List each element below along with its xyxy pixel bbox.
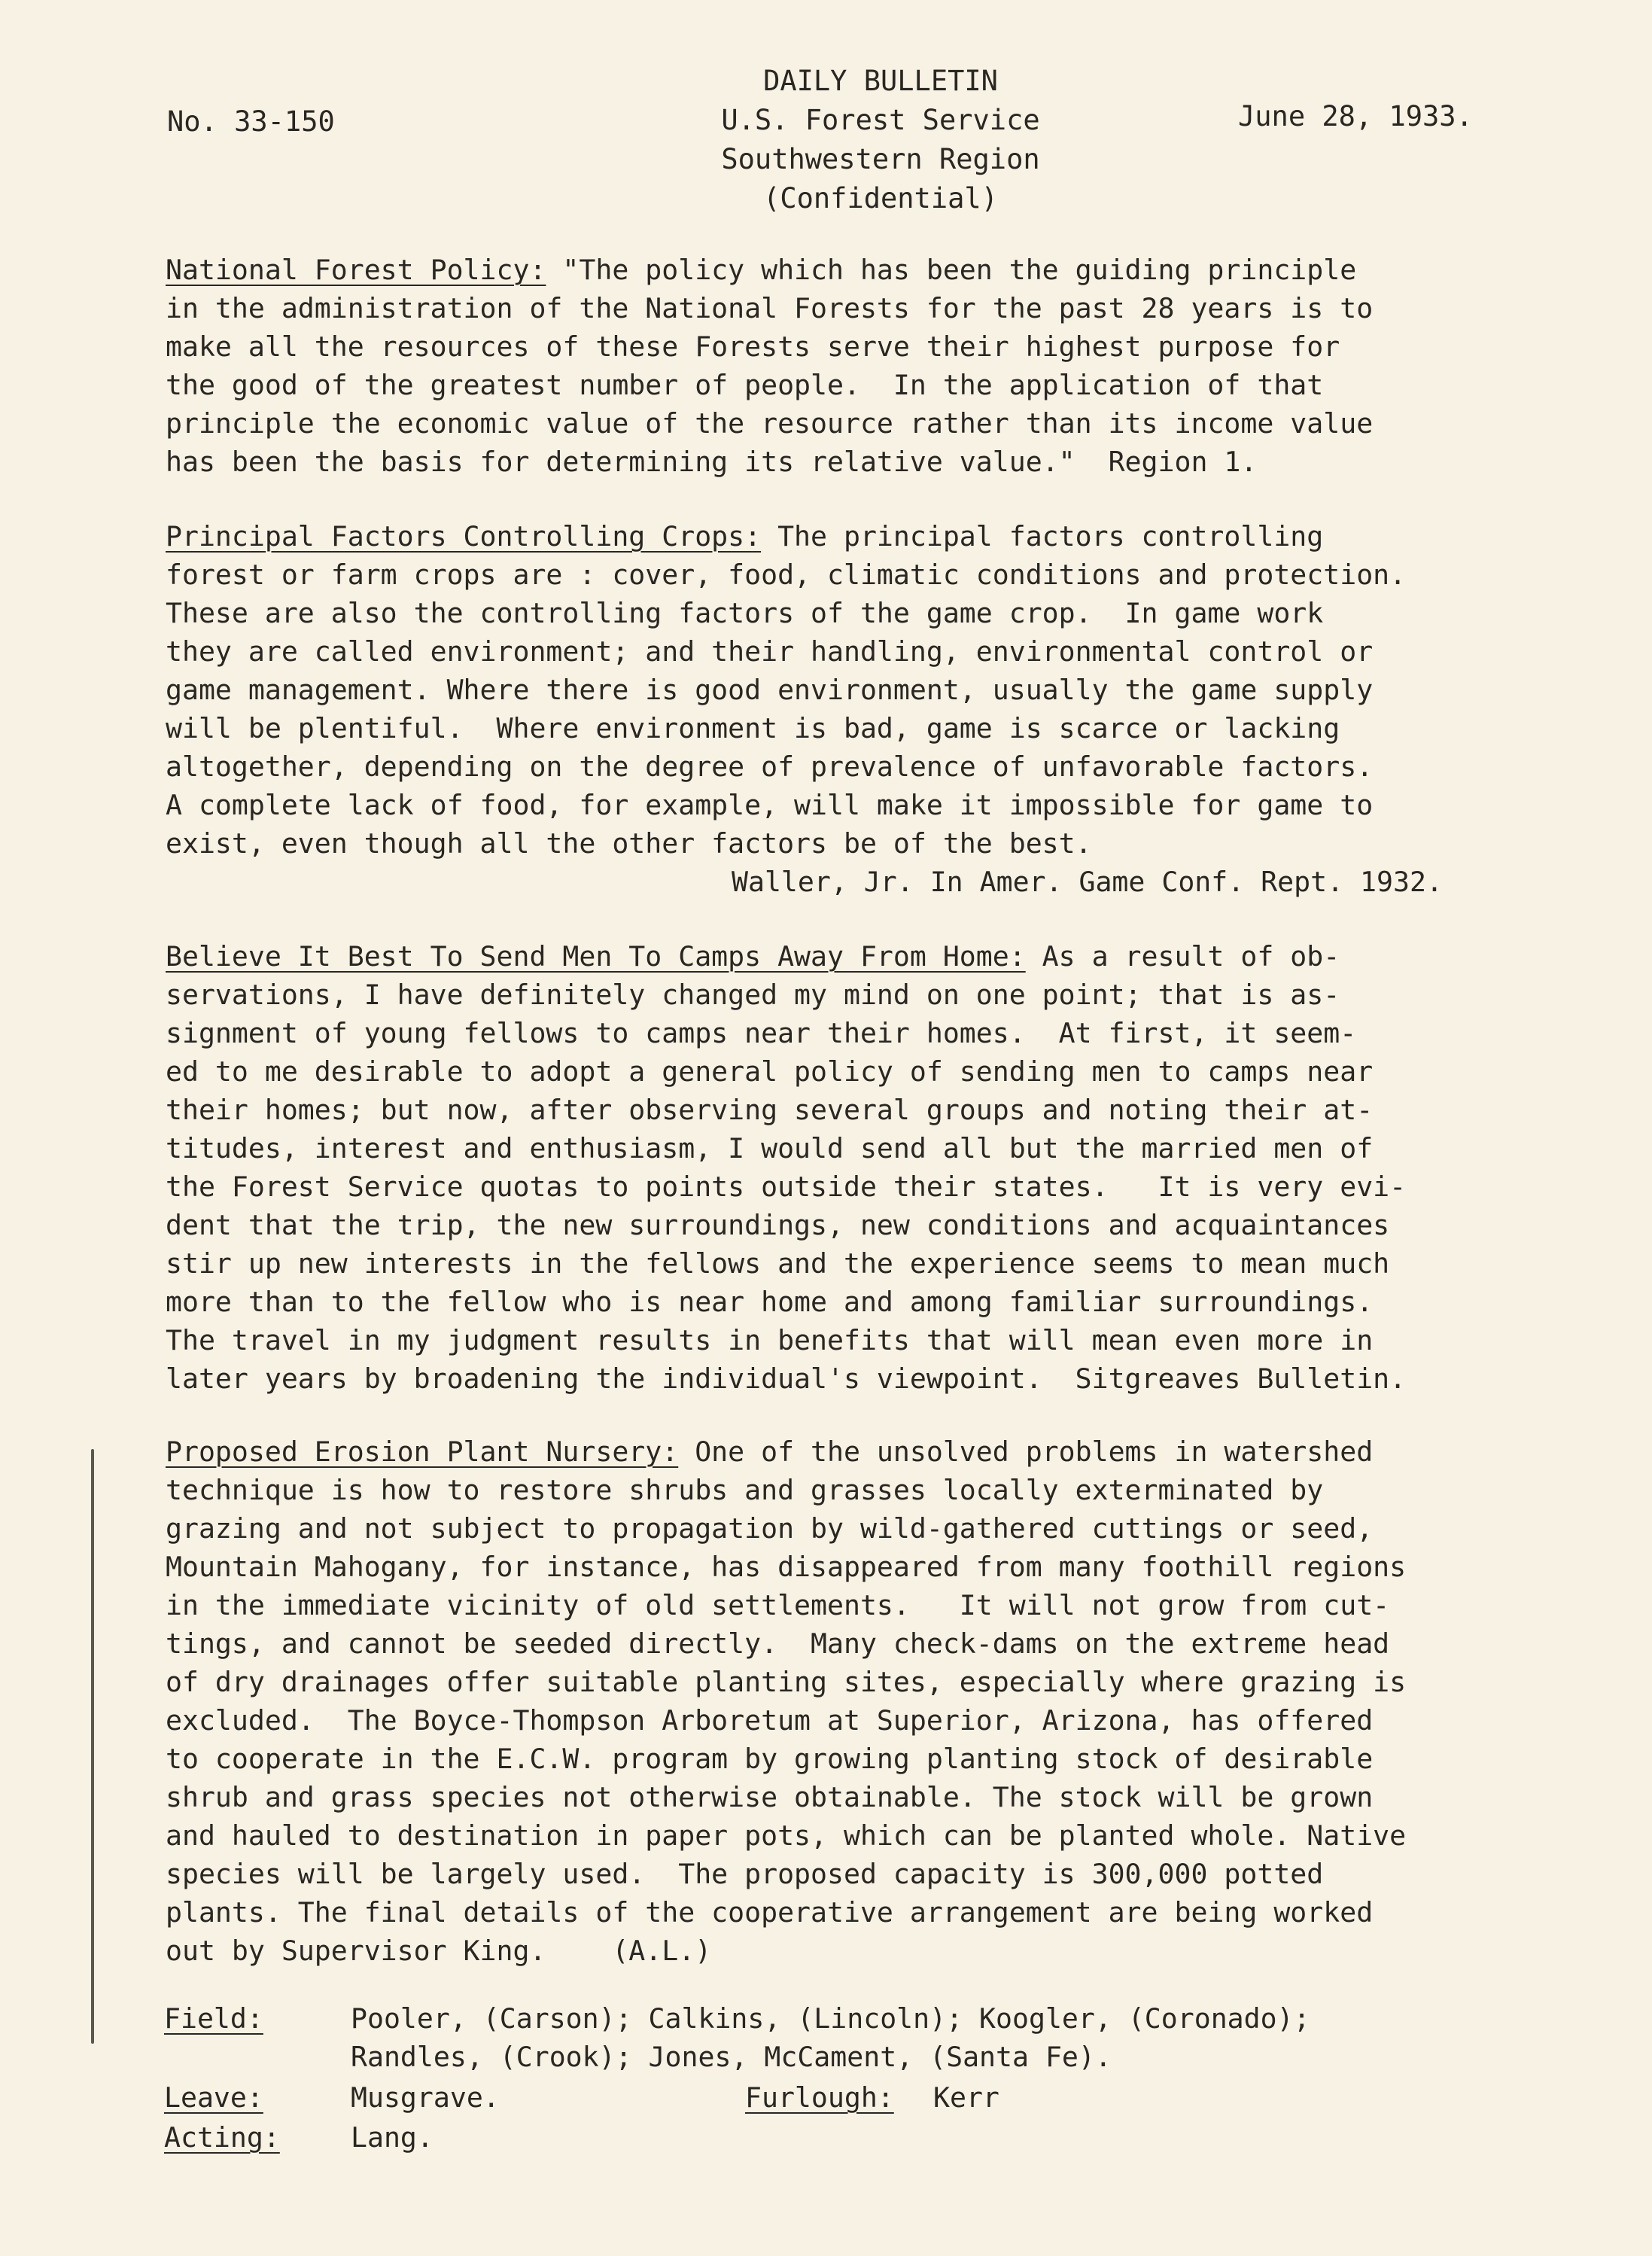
section-text: These are also the controlling factors of the game crop. In game work [166, 597, 1324, 629]
field-line: Pooler, (Carson); Calkins, (Lincoln); Koogler, (Coronado); [351, 2002, 1310, 2035]
section-text: technique is how to restore shrubs and grasses locally exterminated by [166, 1474, 1324, 1506]
section-text: in the immediate vicinity of old settlements. It will not grow from cut- [166, 1589, 1390, 1621]
furlough-label: Furlough: [745, 2081, 894, 2114]
masthead-line: U.S. Forest Service [721, 104, 1040, 136]
section-text: "The policy which has been the guiding principle [546, 254, 1357, 286]
furlough-value: Kerr [933, 2081, 999, 2114]
section-text: As a result of ob- [1025, 940, 1340, 973]
bulletin-number: No. 33-150 [167, 105, 335, 138]
section-text: The principal factors controlling [761, 520, 1324, 553]
section-text: forest or farm crops are : cover, food, climatic conditions and protection. [166, 559, 1407, 591]
section-text: ed to me desirable to adopt a general policy of sending men to camps near [166, 1055, 1374, 1088]
section-text: plants. The final details of the cooperative arrangement are being worked [166, 1896, 1374, 1929]
section-text: to cooperate in the E.C.W. program by growing planting stock of desirable [166, 1743, 1374, 1775]
margin-mark [91, 1449, 94, 2044]
masthead-line: (Confidential) [763, 182, 998, 215]
section-text: make all the resources of these Forests serve their highest purpose for [166, 330, 1340, 363]
section-text: they are called environment; and their handling, environmental control or [166, 635, 1374, 668]
section-text: The travel in my judgment results in benefits that will mean even more in [166, 1324, 1374, 1356]
section-text: out by Supervisor King. (A.L.) [166, 1935, 712, 1967]
field-line: Randles, (Crook); Jones, McCament, (Santa Fe). [351, 2041, 1112, 2073]
section-text: has been the basis for determining its relative value." Region 1. [166, 446, 1258, 478]
section-text: more than to the fellow who is near home and among familiar surroundings. [166, 1286, 1374, 1318]
bulletin-date: June 28, 1933. [1238, 100, 1473, 132]
leave-value: Musgrave. [351, 2081, 500, 2114]
section-text: principle the economic value of the resource rather than its income value [166, 407, 1374, 440]
section-erosion-plant-nursery [166, 1432, 1596, 1970]
section-text: servations, I have definitely changed my mind on one point; that is as- [166, 979, 1340, 1011]
section-text: One of the unsolved problems in watershed [678, 1435, 1374, 1468]
section-text: of dry drainages offer suitable planting sites, especially where grazing is [166, 1666, 1407, 1698]
section-text: and hauled to destination in paper pots, which can be planted whole. Native [166, 1819, 1407, 1852]
section-text: the good of the greatest number of people. In the application of that [166, 369, 1324, 401]
section-principal-factors [166, 517, 1596, 901]
section-heading: Principal Factors Controlling Crops: [166, 520, 762, 553]
section-national-forest-policy [166, 251, 1596, 481]
section-heading: National Forest Policy: [166, 254, 546, 286]
field-label: Field: [164, 2002, 263, 2035]
section-heading: Believe It Best To Send Men To Camps Away From Home: [166, 940, 1026, 973]
bulletin-masthead [572, 62, 1189, 218]
section-text: signment of young fellows to camps near their homes. At first, it seem- [166, 1017, 1357, 1049]
section-heading: Proposed Erosion Plant Nursery: [166, 1435, 679, 1468]
section-text: Mountain Mahogany, for instance, has disappeared from many foothill regions [166, 1551, 1407, 1583]
section-text: species will be largely used. The proposed capacity is 300,000 potted [166, 1858, 1324, 1890]
section-text: stir up new interests in the fellows and the experience seems to mean much [166, 1247, 1390, 1280]
section-text: game management. Where there is good environment, usually the game supply [166, 674, 1374, 706]
section-attribution: Waller, Jr. In Amer. Game Conf. Rept. 1932. [732, 866, 1443, 898]
masthead-line: DAILY BULLETIN [763, 65, 998, 97]
section-text: excluded. The Boyce-Thompson Arboretum at Superior, Arizona, has offered [166, 1704, 1374, 1737]
section-text: altogether, depending on the degree of prevalence of unfavorable factors. [166, 750, 1374, 783]
section-text: exist, even though all the other factors be of the best. [166, 827, 1092, 860]
acting-value: Lang. [351, 2121, 434, 2154]
section-send-men-to-camps [166, 937, 1596, 1398]
masthead-line: Southwestern Region [721, 143, 1040, 175]
section-text: A complete lack of food, for example, will make it impossible for game to [166, 789, 1374, 821]
section-text: will be plentiful. Where environment is bad, game is scarce or lacking [166, 712, 1340, 744]
section-text: titudes, interest and enthusiasm, I would send all but the married men of [166, 1132, 1374, 1165]
section-text: their homes; but now, after observing several groups and noting their at- [166, 1094, 1374, 1126]
acting-label: Acting: [164, 2121, 280, 2154]
section-text: dent that the trip, the new surroundings, new conditions and acquaintances [166, 1209, 1390, 1241]
section-text: the Forest Service quotas to points outside their states. It is very evi- [166, 1171, 1407, 1203]
section-text: tings, and cannot be seeded directly. Many check-dams on the extreme head [166, 1627, 1390, 1660]
section-text: later years by broadening the individual's viewpoint. Sitgreaves Bulletin. [166, 1362, 1407, 1395]
section-text: in the administration of the National Forests for the past 28 years is to [166, 292, 1374, 324]
section-text: shrub and grass species not otherwise obtainable. The stock will be grown [166, 1781, 1374, 1813]
section-text: grazing and not subject to propagation by wild-gathered cuttings or seed, [166, 1512, 1374, 1545]
leave-label: Leave: [164, 2081, 263, 2114]
